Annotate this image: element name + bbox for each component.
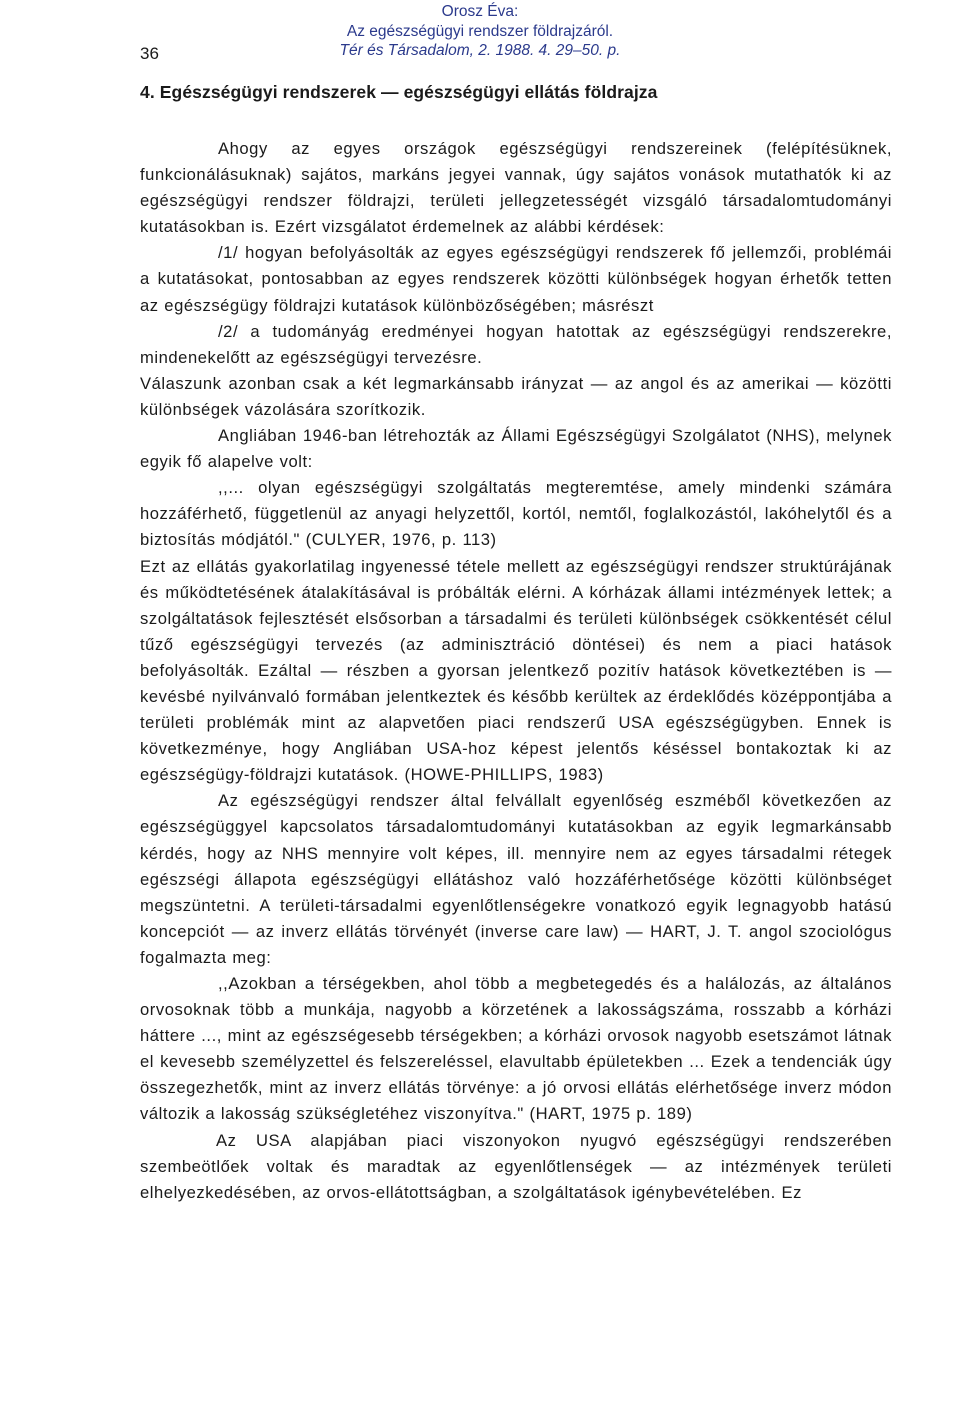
body-text [140, 136, 892, 1206]
page-number: 36 [140, 44, 159, 63]
page-header [0, 0, 960, 64]
article-title: Az egészségügyi rendszer földrajzáról. [346, 22, 614, 40]
block-quote: ,,Azokban a térségekben, ahol több a megbetegedés és a halálozás, az általános orvosoknak több a munkája, nagyobb a körzetének a lakosságszáma, rosszabb a kórházi háttere ..., mint az egészségesebb térségekben; a kórházi orvosok nagyobb esetszámot látnak el kevesebb személyzettel és felszereléssel, elavultabb épületekben ... Ezek a tendenciák úgy összegezhetők, mint az inverz ellátás törvénye: a jó orvosi ellátás elérhetősége inverz módon változik a lakosság szükségletéhez viszonyítva." (HART, 1975 p. 189) [140, 974, 892, 1124]
paragraph: Angliában 1946-ban létrehozták az Állami Egészségügyi Szolgálatot (NHS), melynek egyik fő alapelve volt: [140, 426, 892, 472]
paragraph: Válaszunk azonban csak a két legmarkánsabb irányzat — az angol és az amerikai — közötti különbségek vázolására szorítkozik. [140, 373, 892, 419]
paragraph: Ahogy az egyes országok egészségügyi rendszereinek (felépítésüknek, funkcionálásuknak) sajátos, markáns jegyei vannak, úgy sajátos vonások mutathatók ki az egészségügyi rendszer földrajzi, területi jellegzetességét vizsgáló társadalomtudományi kutatásokban is. Ezért vizsgálatot érdemelnek az alábbi kérdések: [140, 139, 892, 237]
block-quote: ,,... olyan egészségügyi szolgáltatás megteremtése, amely mindenki számára hozzáférhető, függetlenül az anyagi helyzettől, kortól, nemtől, foglalkozástól, lakóhelytől és a biztosítás módjától." (CULYER, 1976, p. 113) [140, 478, 892, 550]
journal-reference: Tér és Társadalom, 2. 1988. 4. 29–50. p. [339, 42, 621, 59]
section-heading: 4. Egészségügyi rendszerek — egészségügyi ellátás földrajza [140, 82, 658, 102]
paragraph: /2/ a tudományág eredményei hogyan hatottak az egészségügyi rendszerekre, mindenekelőtt az egészségügyi tervezésre. [140, 321, 892, 367]
paragraph: Az egészségügyi rendszer által felvállalt egyenlőség eszméből következően az egészségüggyel kapcsolatos társadalomtudományi kutatásokban az egyik legmarkánsabb kérdés, hogy az NHS mennyire volt képes, ill. mennyire nem az egyes társadalmi rétegek egészségi állapota egészségügyi ellátáshoz való hozzáférhetősége közötti különbséget megszüntetni. A területi-társadalmi egyenlőtlenségekre vonatkozó egyik legnagyobb hatású koncepciót — az inverz ellátás törvényét (inverse care law) — HART, J. T. angol szociológus fogalmazta meg: [140, 791, 892, 967]
citation-header [0, 2, 960, 61]
paragraph: /1/ hogyan befolyásolták az egyes egészségügyi rendszerek fő jellemzői, problémái a kutatásokat, pontosabban az egyes rendszerek közötti különbségek hogyan érhetők tetten az egészségügy földrajzi kutatások különbözőségében; másrészt [140, 243, 892, 315]
author-name: Orosz Éva: [441, 3, 519, 20]
paragraph: Az USA alapjában piaci viszonyokon nyugvó egészségügyi rendszerében szembeötlőek voltak és maradtak az egyenlőtlenségek — az intézmények területi elhelyezkedésében, az orvos-ellátottságban, a szolgáltatások igénybevételében. Ez [140, 1130, 892, 1202]
paragraph: Ezt az ellátás gyakorlatilag ingyenessé tétele mellett az egészségügyi rendszer struktúrájának és működtetésének átalakításával is próbálták elérni. A kórházak állami intézmények lettek; a szolgáltatások fejlesztését elsősorban a társadalmi és területi különbségek csökkentését célul tűző egészségügyi tervezés (az adminisztráció döntései) és nem a piaci hatások befolyásolták. Ezáltal — részben a gyorsan jelentkező pozitív hatások következtében is — kevésbé nyilvánvaló formában jelentkeztek és később kerültek az érdeklődés középpontjába a területi problémák mint az alapvetően piaci rendszerű USA egészségügyben. Ennek is következménye, hogy Angliában USA-hoz képest jelentős késéssel bontakoztak ki az egészségügy-földrajzi kutatások. (HOWE-PHILLIPS, 1983) [140, 556, 892, 785]
